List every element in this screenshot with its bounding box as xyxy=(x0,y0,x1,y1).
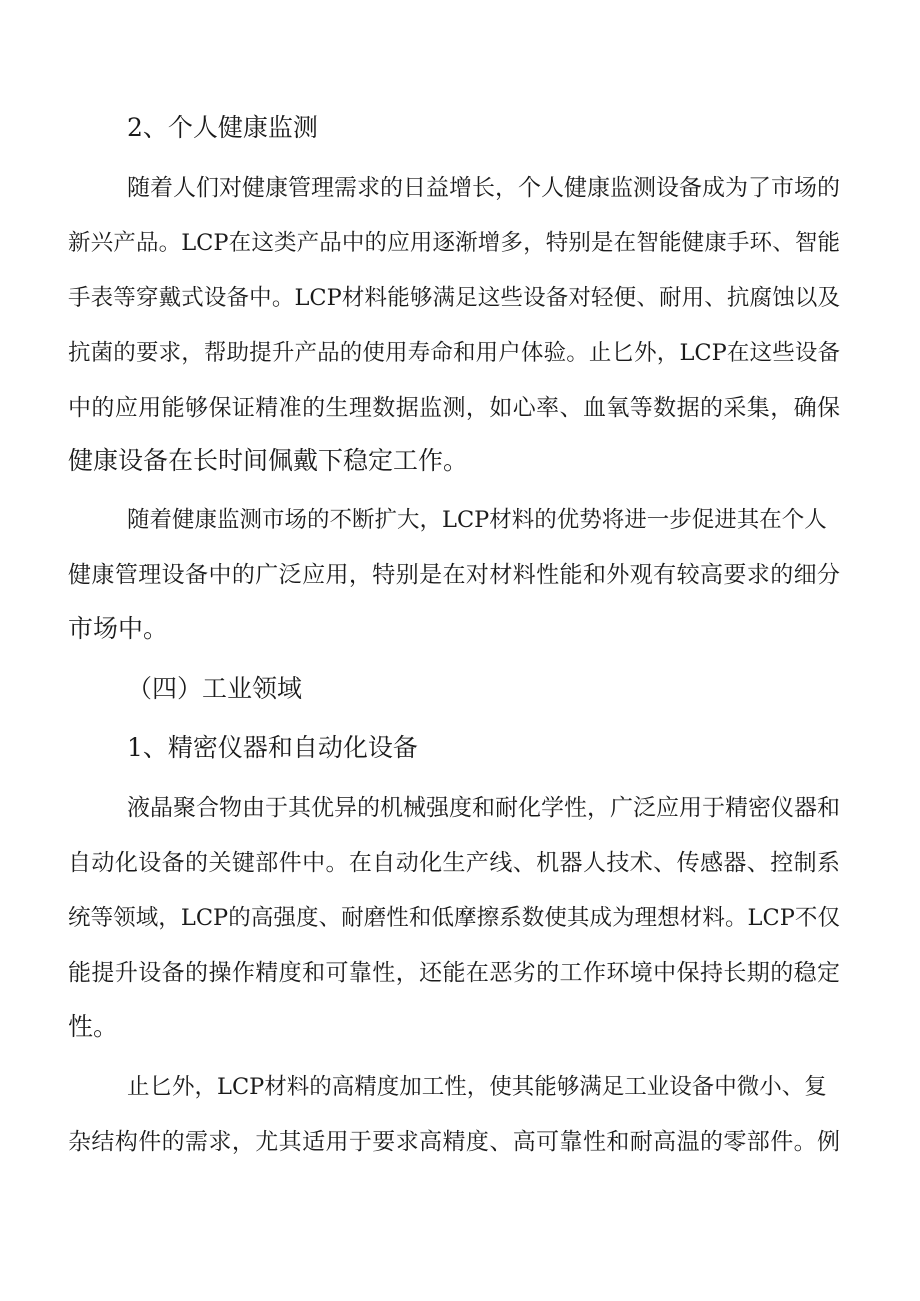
paragraph-line: 随着人们对健康管理需求的日益增长，个人健康监测设备成为了市场的 xyxy=(127,175,840,201)
paragraph-line: 止匕外，LCP材料的高精度加工性，使其能够满足工业设备中微小、复 xyxy=(127,1074,827,1100)
paragraph-line: 抗菌的要求，帮助提升产品的使用寿命和用户体验。止匕外，LCP在这些设备 xyxy=(68,340,840,366)
paragraph-line: 中的应用能够保证精准的生理数据监测，如心率、血氧等数据的采集，确保 xyxy=(68,395,840,421)
paragraph-line: 自动化设备的关键部件中。在自动化生产线、机器人技术、传感器、控制系 xyxy=(68,850,840,876)
paragraph-line: 性。 xyxy=(68,1012,119,1041)
paragraph-line: 手表等穿戴式设备中。LCP材料能够满足这些设备对轻便、耐用、抗腐蚀以及 xyxy=(68,285,840,311)
section-title-industrial: （四）工业领域 xyxy=(127,674,303,703)
paragraph-line: 能提升设备的操作精度和可靠性，还能在恶劣的工作环境中保持长期的稳定 xyxy=(68,960,840,986)
paragraph-line: 健康设备在长时间佩戴下稳定工作。 xyxy=(68,446,469,475)
heading-personal-health: 2、个人健康监测 xyxy=(127,113,318,142)
paragraph-line: 杂结构件的需求，尤其适用于要求高精度、高可靠性和耐高温的零部件。例 xyxy=(68,1129,840,1155)
paragraph-line: 市场中。 xyxy=(68,614,169,643)
paragraph-line: 新兴产品。LCP在这类产品中的应用逐渐增多，特别是在智能健康手环、智能 xyxy=(68,230,840,256)
heading-precision-equipment: 1、精密仪器和自动化设备 xyxy=(127,733,418,762)
paragraph-line: 健康管理设备中的广泛应用，特别是在对材料性能和外观有较高要求的细分 xyxy=(68,562,840,588)
paragraph-line: 随着健康监测市场的不断扩大，LCP材料的优势将进一步促进其在个人 xyxy=(127,507,827,533)
paragraph-line: 统等领域，LCP的高强度、耐磨性和低摩擦系数使其成为理想材料。LCP不仅 xyxy=(68,905,840,931)
paragraph-line: 液晶聚合物由于其优异的机械强度和耐化学性，广泛应用于精密仪器和 xyxy=(127,795,840,821)
